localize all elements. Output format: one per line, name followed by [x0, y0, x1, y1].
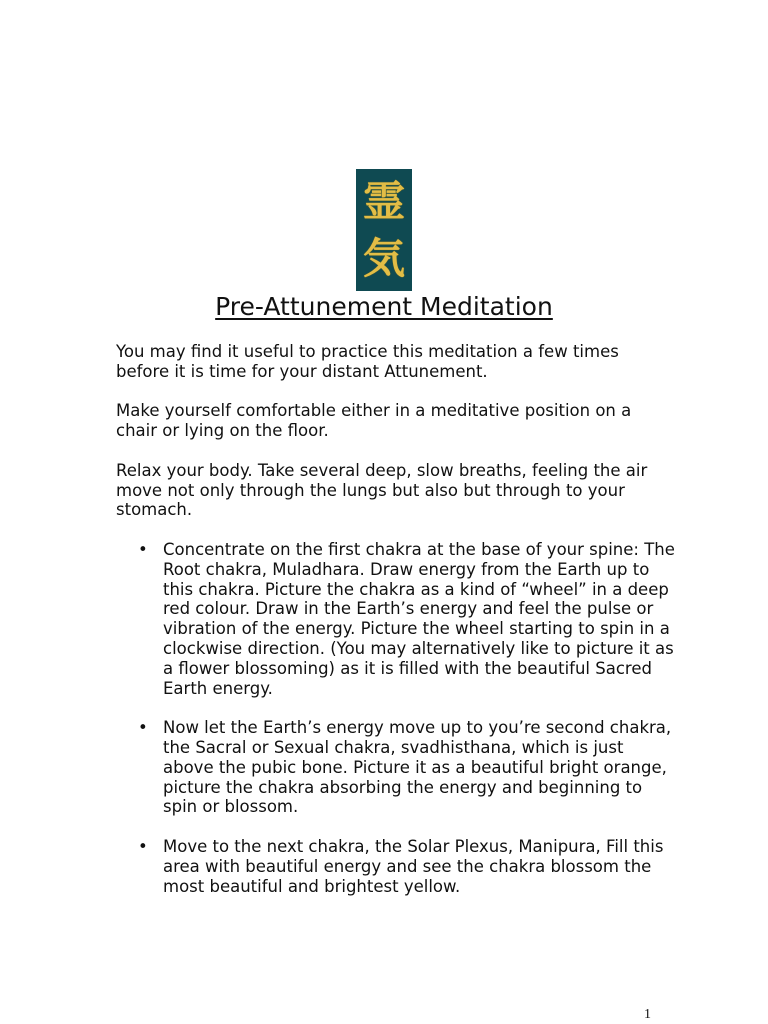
list-item-text: Now let the Earth’s energy move up to you’re second chakra, the Sacral or Sexual chakra, svadhisthana, which is just above the pubic bone. Picture it as a beautiful bright orange, picture the chakra absorbing the energy and beginning to spin or blossom. [163, 718, 672, 817]
breathing-paragraph: Relax your body. Take several deep, slow breaths, feeling the air move not only through the lungs but also but through to your stomach. [116, 460, 648, 520]
chakra-steps-list [116, 540, 676, 896]
page-title: Pre-Attunement Meditation [215, 292, 553, 321]
list-item-sacral-chakra [116, 718, 676, 817]
bullet-marker: • [138, 836, 148, 856]
kanji-rei: 霊 [362, 176, 405, 226]
page-number: 1 [644, 1007, 651, 1022]
position-paragraph: Make yourself comfortable either in a meditative position on a chair or lying on the floor. [116, 401, 632, 441]
kanji-ki: 気 [362, 233, 405, 283]
list-item-text: Concentrate on the first chakra at the base of your spine: The Root chakra, Muladhara. Draw energy from the Earth up to this chakra. Picture the chakra as a kind of “wheel” in a deep red colour. Draw in the Earth’s energy and feel the pulse or vibration of the energy. Picture the wheel starting to spin in a clockwise direction. (You may alternatively like to picture it as a flower blossoming) as it is filled with the beautiful Sacred Earth energy. [163, 539, 675, 698]
list-item-solar-plexus-chakra [116, 837, 676, 896]
bullet-marker: • [138, 539, 148, 559]
intro-paragraph: You may find it useful to practice this meditation a few times before it is time for your distant Attunement. [116, 342, 619, 381]
bullet-marker: • [138, 718, 148, 738]
list-item-text: Move to the next chakra, the Solar Plexus, Manipura, Fill this area with beautiful energy and see the chakra blossom the most beautiful and brightest yellow. [163, 836, 664, 896]
reiki-kanji-logo [356, 169, 412, 291]
document-body [116, 342, 676, 916]
list-item-root-chakra [116, 540, 676, 698]
